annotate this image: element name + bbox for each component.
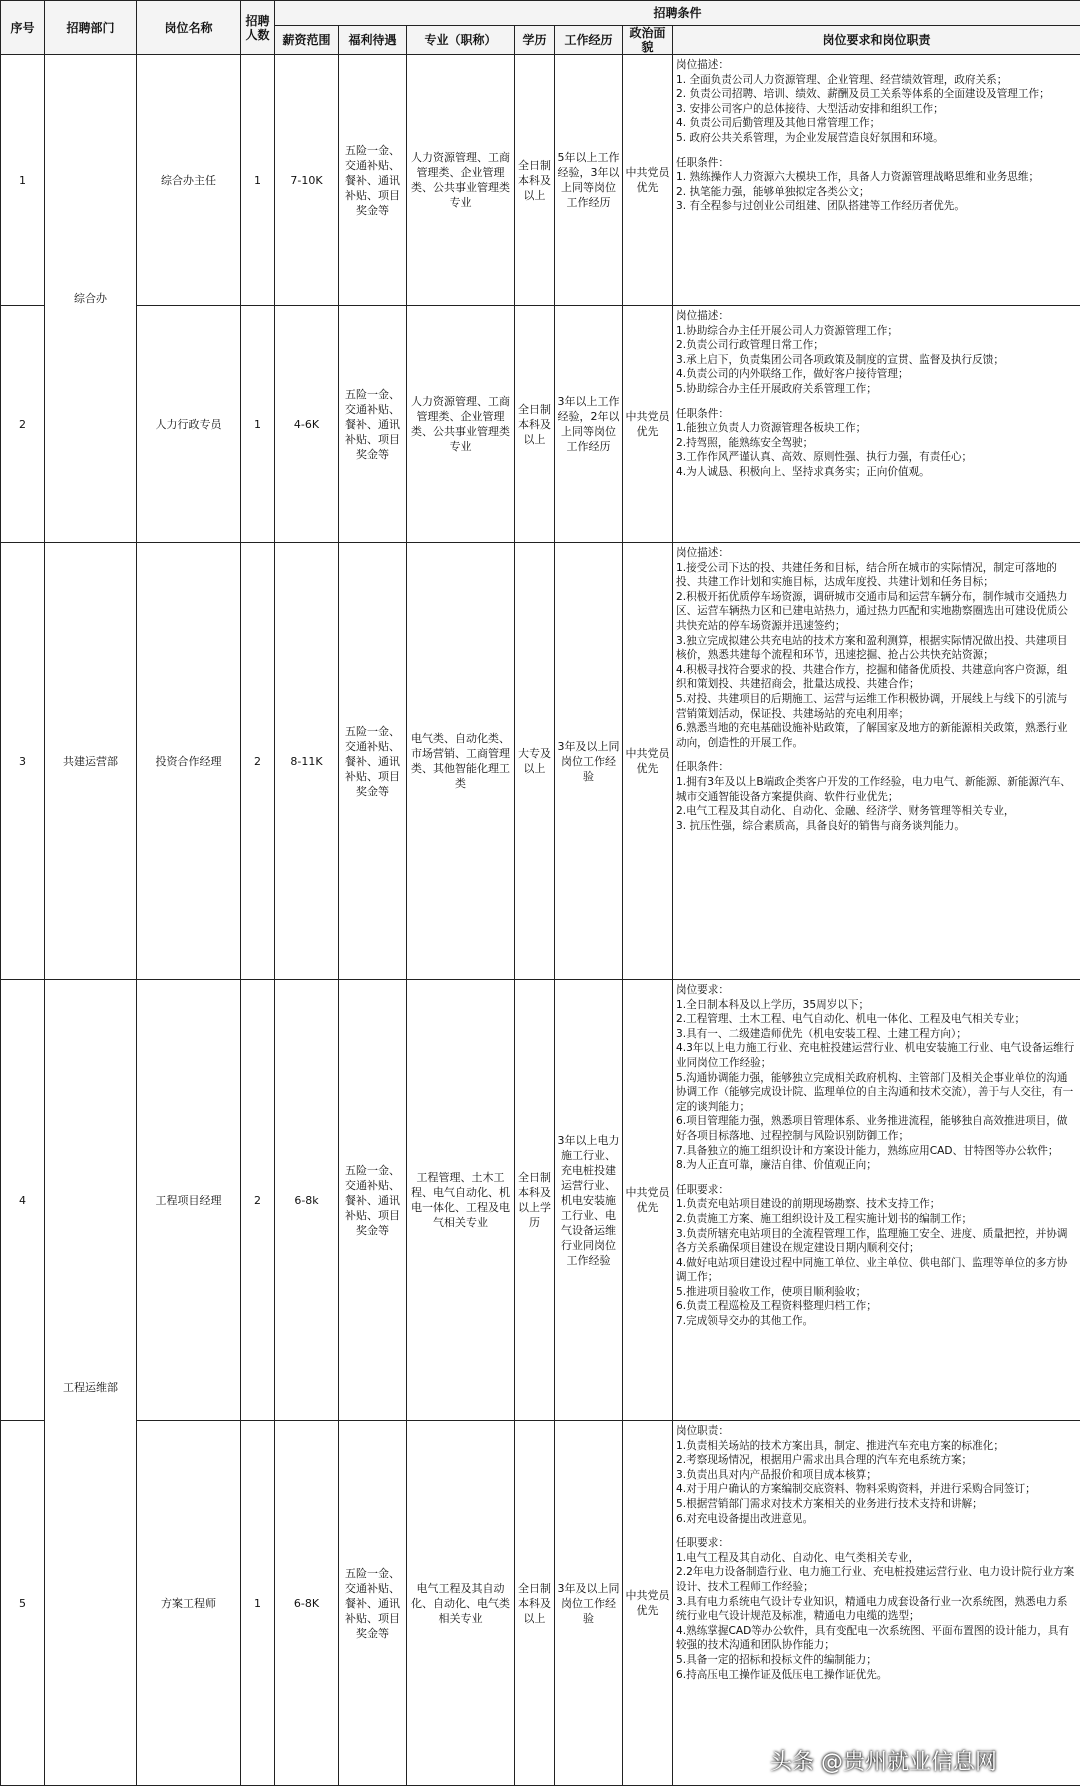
req-item: 3.具有电力系统电气设计专业知识，精通电力成套设备行业一次系统图，熟悉电力系统行业电气设计规范及标准，精通电力电缆的选型；	[676, 1595, 1077, 1624]
cell-major: 电气类、自动化类、市场营销、工商管理类、其他智能化理工类	[407, 543, 515, 980]
req-item: 4. 负责公司后勤管理及其他日常管理工作；	[676, 116, 1077, 131]
header-dept: 招聘部门	[45, 1, 137, 55]
req-item: 2.2年电力设备制造行业、电力施工行业、充电桩投建运营行业、电力设计院行业方案设计、技术工程师工作经验；	[676, 1565, 1077, 1594]
req-item: 2. 执笔能力强，能够单独拟定各类公文；	[676, 185, 1077, 200]
cell-requirements	[673, 543, 1080, 980]
cell-requirements	[673, 55, 1080, 306]
req-item: 2.积极开拓优质停车场资源，调研城市交通市局和运营车辆分布，制作城市交通热力区、运营车辆热力区和已建电站热力，通过热力匹配和实地勘察圈选出可建设优质公共快充站的停车场资源并迅速签约；	[676, 590, 1077, 634]
cell-political: 中共党员优先	[623, 980, 673, 1421]
cell-experience: 3年以上电力施工行业、充电桩投建运营行业、机电安装施工行业、电气设备运维行业同岗位工作经验	[555, 980, 623, 1421]
cell-position: 综合办主任	[137, 55, 241, 306]
cell-salary: 4-6K	[275, 306, 339, 543]
req-section-title: 岗位职责：	[676, 1424, 1077, 1439]
table-row	[1, 1421, 1080, 1786]
header-position: 岗位名称	[137, 1, 241, 55]
cell-count: 2	[241, 980, 275, 1421]
req-item: 6.对充电设备提出改进意见。	[676, 1512, 1077, 1527]
cell-education: 大专及以上	[515, 543, 555, 980]
cell-seq: 1	[1, 55, 45, 306]
req-item: 6.熟悉当地的充电基础设施补贴政策，了解国家及地方的新能源相关政策，熟悉行业动向，创造性的开展工作。	[676, 721, 1077, 750]
req-section-title: 任职条件：	[676, 760, 1077, 775]
watermark: 头条 @贵州就业信息网	[770, 1748, 1070, 1778]
cell-salary: 7-10K	[275, 55, 339, 306]
req-item: 1.负责充电站项目建设的前期现场勘察、技术支持工作；	[676, 1197, 1077, 1212]
req-item: 4.为人诚恳、积极向上、坚持求真务实；正向价值观。	[676, 465, 1077, 480]
cell-experience: 3年以上工作经验，2年以上同等岗位工作经历	[555, 306, 623, 543]
cell-salary: 6-8k	[275, 980, 339, 1421]
cell-seq: 4	[1, 980, 45, 1421]
cell-count: 1	[241, 306, 275, 543]
req-item: 3.具有一、二级建造师优先（机电安装工程、土建工程方向）；	[676, 1027, 1077, 1042]
cell-benefits: 五险一金、交通补贴、餐补、通讯补贴、项目奖金等	[339, 306, 407, 543]
req-section-title: 岗位描述：	[676, 309, 1077, 324]
req-item: 2. 负责公司招聘、培训、绩效、薪酬及员工关系等体系的全面建设及管理工作；	[676, 87, 1077, 102]
table-row	[1, 980, 1080, 1421]
cell-political: 中共党员优先	[623, 1421, 673, 1786]
req-item: 5. 政府公共关系管理，为企业发展营造良好氛围和环境。	[676, 131, 1077, 146]
req-item: 4.熟练掌握CAD等办公软件，具有变配电一次系统图、平面布置图的设计能力，具有较强的技术沟通和团队协作能力；	[676, 1624, 1077, 1653]
req-section-title: 任职要求：	[676, 1183, 1077, 1198]
req-item: 3.承上启下，负责集团公司各项政策及制度的宣贯、监督及执行反馈；	[676, 353, 1077, 368]
req-section-title: 任职要求：	[676, 1536, 1077, 1551]
cell-benefits: 五险一金、交通补贴、餐补、通讯补贴、项目奖金等	[339, 55, 407, 306]
cell-seq: 5	[1, 1421, 45, 1786]
table-row	[1, 55, 1080, 306]
table-row	[1, 543, 1080, 980]
req-item: 7.具备独立的施工组织设计和方案设计能力，熟练应用CAD、甘特图等办公软件；	[676, 1144, 1077, 1159]
cell-dept: 综合办	[45, 55, 137, 543]
req-item: 5.根据营销部门需求对技术方案相关的业务进行技术支持和讲解；	[676, 1497, 1077, 1512]
cell-education: 全日制本科及以上	[515, 55, 555, 306]
header-benefits: 福利待遇	[339, 26, 407, 55]
header-education: 学历	[515, 26, 555, 55]
cell-education: 全日制本科及以上学历	[515, 980, 555, 1421]
cell-dept: 工程运维部	[45, 980, 137, 1786]
req-item: 2.考察现场情况，根据用户需求出具合理的汽车充电系统方案；	[676, 1453, 1077, 1468]
cell-political: 中共党员优先	[623, 55, 673, 306]
cell-experience: 3年及以上同岗位工作经验	[555, 1421, 623, 1786]
cell-major: 工程管理、土木工程、电气自动化、机电一体化、工程及电气相关专业	[407, 980, 515, 1421]
cell-salary: 8-11K	[275, 543, 339, 980]
req-item: 1. 熟练操作人力资源六大模块工作，具备人力资源管理战略思维和业务思维；	[676, 170, 1077, 185]
cell-requirements	[673, 1421, 1080, 1786]
req-item: 5.具备一定的招标和投标文件的编制能力；	[676, 1653, 1077, 1668]
cell-position: 投资合作经理	[137, 543, 241, 980]
header-experience: 工作经历	[555, 26, 623, 55]
cell-count: 2	[241, 543, 275, 980]
cell-political: 中共党员优先	[623, 306, 673, 543]
req-item: 3. 安排公司客户的总体接待、大型活动安排和组织工作；	[676, 102, 1077, 117]
table-row	[1, 306, 1080, 543]
req-item: 7.完成领导交办的其他工作。	[676, 1314, 1077, 1329]
req-section-title: 岗位描述：	[676, 58, 1077, 73]
req-item: 6.项目管理能力强，熟悉项目管理体系、业务推进流程，能够独自高效推进项目，做好各项目标落地、过程控制与风险识别防御工作；	[676, 1114, 1077, 1143]
req-item: 4.负责公司的内外联络工作，做好客户接待管理；	[676, 367, 1077, 382]
cell-dept: 共建运营部	[45, 543, 137, 980]
req-item: 5.协助综合办主任开展政府关系管理工作；	[676, 382, 1077, 397]
req-item: 2.电气工程及其自动化、自动化、金融、经济学、财务管理等相关专业，	[676, 804, 1077, 819]
cell-benefits: 五险一金、交通补贴、餐补、通讯补贴、项目奖金等	[339, 543, 407, 980]
req-item: 8.为人正直可靠，廉洁自律、价值观正向；	[676, 1158, 1077, 1173]
req-item: 1.能独立负责人力资源管理各板块工作；	[676, 421, 1077, 436]
header-seq: 序号	[1, 1, 45, 55]
cell-requirements	[673, 980, 1080, 1421]
header-political: 政治面貌	[623, 26, 673, 55]
req-item: 2.负责公司行政管理日常工作；	[676, 338, 1077, 353]
req-item: 1.接受公司下达的投、共建任务和目标，结合所在城市的实际情况，制定可落地的投、共建工作计划和实施目标，达成年度投、共建计划和任务目标；	[676, 561, 1077, 590]
req-item: 1.拥有3年及以上B端政企类客户开发的工作经验，电力电气、新能源、新能源汽车、城市交通智能设备方案提供商、软件行业优先；	[676, 775, 1077, 804]
req-item: 3. 有全程参与过创业公司组建、团队搭建等工作经历者优先。	[676, 199, 1077, 214]
cell-education: 全日制本科及以上	[515, 306, 555, 543]
cell-position: 方案工程师	[137, 1421, 241, 1786]
req-item: 1.电气工程及其自动化、自动化、电气类相关专业，	[676, 1551, 1077, 1566]
req-item: 6.负责工程巡检及工程资料整理归档工作；	[676, 1299, 1077, 1314]
req-item: 4.3年以上电力施工行业、充电桩投建运营行业、机电安装施工行业、电气设备运维行业同岗位工作经验；	[676, 1041, 1077, 1070]
header-salary: 薪资范围	[275, 26, 339, 55]
req-item: 1. 全面负责公司人力资源管理、企业管理、经营绩效管理，政府关系；	[676, 73, 1077, 88]
req-item: 5.推进项目验收工作，使项目顺利验收；	[676, 1285, 1077, 1300]
req-item: 1.全日制本科及以上学历，35周岁以下；	[676, 998, 1077, 1013]
req-section-title: 岗位要求：	[676, 983, 1077, 998]
req-item: 4.做好电站项目建设过程中同施工单位、业主单位、供电部门、监理等单位的多方协调工作；	[676, 1256, 1077, 1285]
header-major: 专业（职称）	[407, 26, 515, 55]
cell-experience: 3年及以上同岗位工作经验	[555, 543, 623, 980]
req-section-title: 任职条件：	[676, 156, 1077, 171]
cell-count: 1	[241, 55, 275, 306]
req-item: 2.持驾照，能熟练安全驾驶；	[676, 436, 1077, 451]
req-item: 5.对投、共建项目的后期施工、运营与运维工作积极协调，开展线上与线下的引流与营销策划活动，保证投、共建场站的充电利用率；	[676, 692, 1077, 721]
req-item: 3.负责所辖充电站项目的全流程管理工作，监理施工安全、进度、质量把控，并协调各方关系确保项目建设在规定建设日期内顺利交付；	[676, 1227, 1077, 1256]
req-item: 5.沟通协调能力强，能够独立完成相关政府机构、主管部门及相关企事业单位的沟通协调工作（能够完成设计院、监理单位的自主沟通和技术交流），善于与人交往，有一定的谈判能力；	[676, 1071, 1077, 1115]
req-item: 3.负责出具对内产品报价和项目成本核算；	[676, 1468, 1077, 1483]
cell-seq: 2	[1, 306, 45, 543]
cell-major: 电气工程及其自动化、自动化、电气类相关专业	[407, 1421, 515, 1786]
req-section-title: 岗位描述：	[676, 546, 1077, 561]
cell-salary: 6-8K	[275, 1421, 339, 1786]
req-item: 1.负责相关场站的技术方案出具，制定、推进汽车充电方案的标准化；	[676, 1439, 1077, 1454]
req-item: 3.独立完成拟建公共充电站的技术方案和盈利测算，根据实际情况做出投、共建项目核价，熟悉共建每个流程和环节，迅速挖掘、抢占公共快充站资源；	[676, 634, 1077, 663]
cell-seq: 3	[1, 543, 45, 980]
req-item: 1.协助综合办主任开展公司人力资源管理工作；	[676, 324, 1077, 339]
req-item: 4.对于用户确认的方案编制交底资料、物料采购资料，并进行采购合同签订；	[676, 1482, 1077, 1497]
cell-major: 人力资源管理、工商管理类、企业管理类、公共事业管理类专业	[407, 55, 515, 306]
header-requirements: 岗位要求和岗位职责	[673, 26, 1080, 55]
cell-position: 工程项目经理	[137, 980, 241, 1421]
cell-benefits: 五险一金、交通补贴、餐补、通讯补贴、项目奖金等	[339, 980, 407, 1421]
cell-major: 人力资源管理、工商管理类、企业管理类、公共事业管理类专业	[407, 306, 515, 543]
cell-experience: 5年以上工作经验，3年以上同等岗位工作经历	[555, 55, 623, 306]
cell-count: 1	[241, 1421, 275, 1786]
header-count: 招聘人数	[241, 1, 275, 55]
cell-requirements	[673, 306, 1080, 543]
cell-position: 人力行政专员	[137, 306, 241, 543]
req-item: 2.负责施工方案、施工组织设计及工程实施计划书的编制工作；	[676, 1212, 1077, 1227]
header-conditions: 招聘条件	[275, 1, 1080, 26]
req-item: 2.工程管理、土木工程、电气自动化、机电一体化、工程及电气相关专业；	[676, 1012, 1077, 1027]
req-item: 6.持高压电工操作证及低压电工操作证优先。	[676, 1668, 1077, 1683]
req-item: 3.工作作风严谨认真、高效、原则性强、执行力强，有责任心；	[676, 450, 1077, 465]
req-item: 3. 抗压性强，综合素质高，具备良好的销售与商务谈判能力。	[676, 819, 1077, 834]
cell-education: 全日制本科及以上	[515, 1421, 555, 1786]
req-item: 4.积极寻找符合要求的投、共建合作方，挖掘和储备优质投、共建意向客户资源，组织和策划投、共建招商会，批量达成投、共建合作；	[676, 663, 1077, 692]
req-section-title: 任职条件：	[676, 407, 1077, 422]
cell-political: 中共党员优先	[623, 543, 673, 980]
cell-benefits: 五险一金、交通补贴、餐补、通讯补贴、项目奖金等	[339, 1421, 407, 1786]
